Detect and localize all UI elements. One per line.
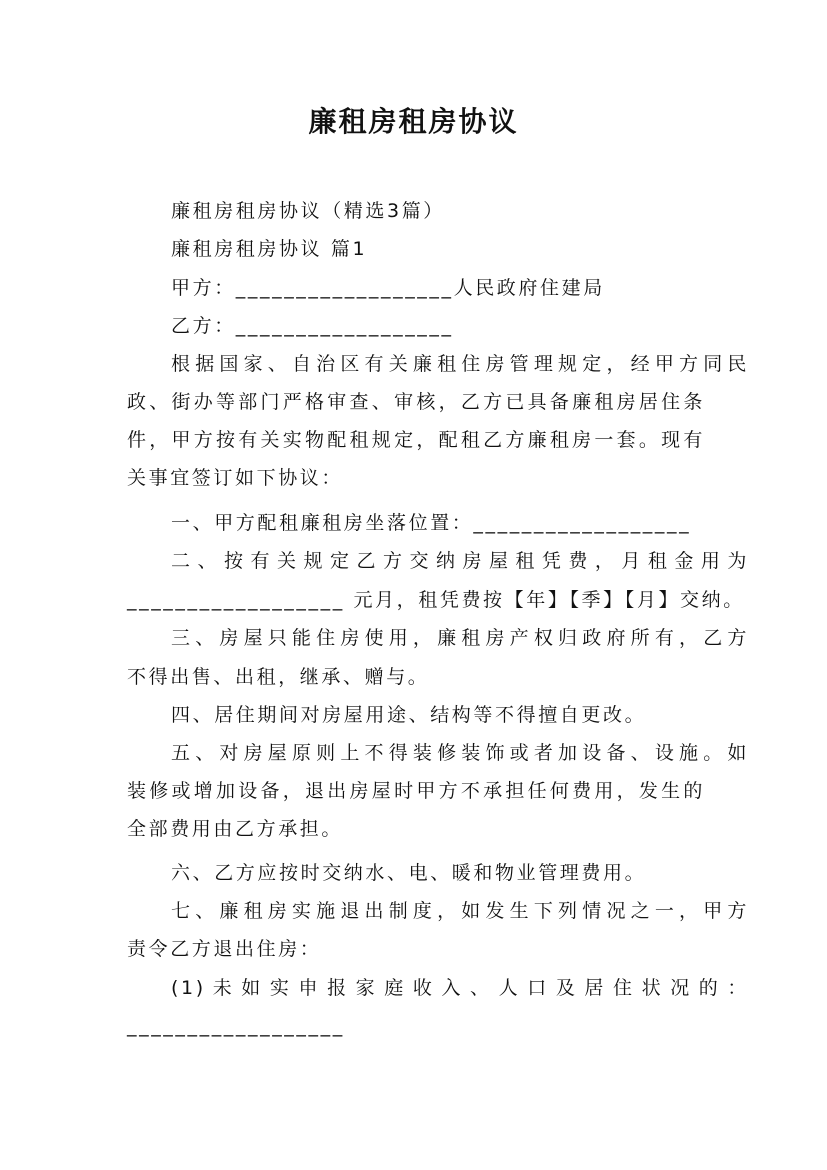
clause-3-line-1: 三、房屋只能住房使用，廉租房产权归政府所有，乙方 (171, 627, 749, 649)
clause-7-line-2: 责令乙方退出住房： (127, 938, 322, 960)
clause-6: 六、乙方应按时交纳水、电、暖和物业管理费用。 (171, 862, 647, 884)
clause-2-line-2: __________________ 元月，租凭费按【年】【季】【月】交纳。 (127, 589, 745, 611)
clause-7-item-1: (1)未如实申报家庭收入、人口及居住状况的： (171, 977, 749, 999)
paragraph-intro-line-4: 关事宜签订如下协议： (127, 467, 344, 489)
party-a-line: 甲方：__________________人民政府住建局 (171, 277, 605, 299)
clause-1: 一、甲方配租廉租房坐落位置：__________________ (171, 512, 692, 534)
clause-3-line-2: 不得出售、出租，继承、赠与。 (127, 666, 430, 688)
clause-5-line-1: 五、对房屋原则上不得装修装饰或者加设备、设施。如 (171, 742, 749, 764)
paragraph-intro-line-2: 政、街办等部门严格审查、审核，乙方已具备廉租房居住条 (127, 391, 705, 413)
clause-5-line-3: 全部费用由乙方承担。 (127, 818, 344, 840)
section-heading: 廉租房租房协议 篇1 (171, 238, 368, 260)
subtitle-selection: 廉租房租房协议（精选3篇） (171, 200, 445, 222)
paragraph-intro-line-3: 件，甲方按有关实物配租规定，配租乙方廉租房一套。现有 (127, 429, 705, 451)
paragraph-intro-line-1: 根据国家、自治区有关廉租住房管理规定，经甲方同民 (171, 353, 749, 375)
clause-7-item-1-blank: __________________ (127, 1015, 345, 1037)
clause-5-line-2: 装修或增加设备，退出房屋时甲方不承担任何费用，发生的 (127, 780, 705, 802)
clause-2-line-1: 二、按有关规定乙方交纳房屋租凭费，月租金用为 (171, 550, 749, 572)
clause-7-line-1: 七、廉租房实施退出制度，如发生下列情况之一，甲方 (171, 900, 749, 922)
document-title: 廉租房租房协议 (308, 105, 519, 138)
party-b-line: 乙方：__________________ (171, 315, 454, 337)
clause-4: 四、居住期间对房屋用途、结构等不得擅自更改。 (171, 704, 647, 726)
